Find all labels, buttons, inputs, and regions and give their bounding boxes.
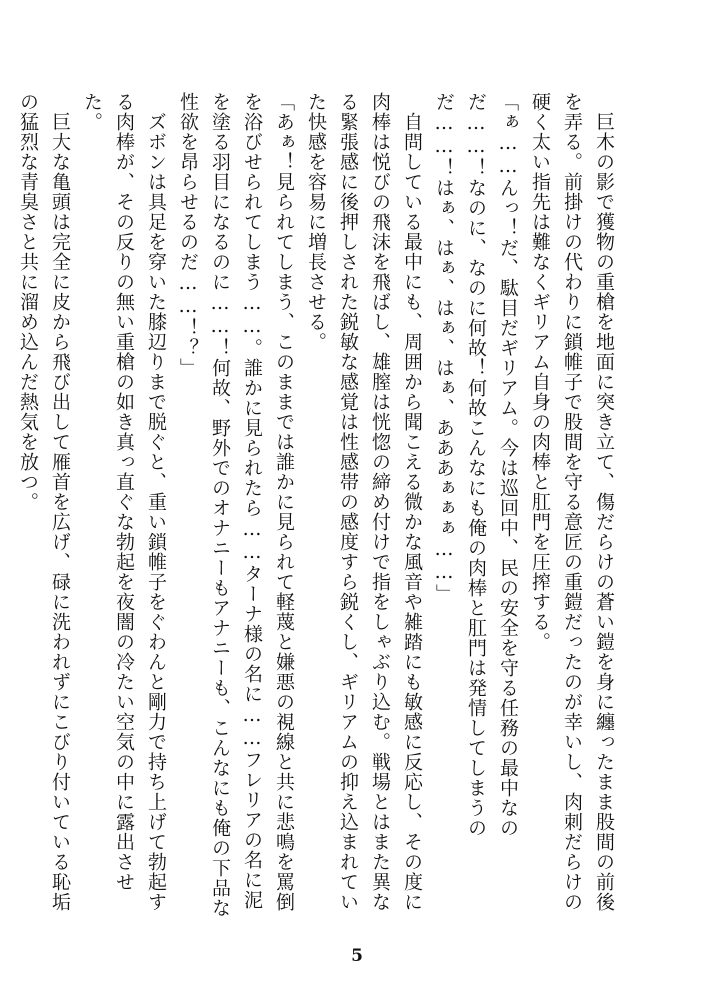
page-number: 5 [351,946,363,966]
paragraph: 巨大な亀頭は完全に皮から飛び出して雁首を広げ、碌に洗われずにこびり付いている恥垢の猛烈な青臭さと共に溜め込んだ熱気を放つ。 [17,92,71,912]
paragraph: 「あぁ！見られてしまう、このままでは誰かに見られて軽蔑と嫌悪の視線と共に悲鳴を罵倒を浴びせられてしまう……。誰かに見られたら……ターナ様の名に……フレリアの名に泥を塗る羽目になるのに……！何故、野外でのオナニーもアナニーも、こんなにも俺の下品な性欲を昂らせるのだ……！？」 [177,92,295,918]
paragraph: 自問している最中にも、周囲から聞こえる微かな風音や雑踏にも敏感に反応し、その度に肉棒は悦びの飛沫を飛ばし、雄膣は恍惚の締め付けで指をしゃぶり込む。戦場とはまた異なる緊張感に後押しされた鋭敏な感覚は性感帯の感度すら鋭くし、ギリアムの抑え込まれていた快感を容易に増長させる。 [305,92,423,912]
paragraph: ズボンは具足を穿いた膝辺りまで脱ぐと、重い鎖帷子をぐわんと剛力で持ち上げて勃起する肉棒が、その反りの無い重槍の如き真っ直ぐな勃起を夜闇の冷たい空気の中に露出させた。 [81,92,167,912]
novel-body-text [17,92,620,922]
paragraph: 巨木の影で獲物の重槍を地面に突き立て、傷だらけの蒼い鎧を身に纏ったまま股間の前後を弄る。前掛けの代わりに鎖帷子で股間を守る意匠の重鎧だったのが幸いし、肉刺だらけの硬く太い指先は難なくギリアム自身の肉棒と肛門を圧搾する。 [529,92,615,912]
paragraph: 「ぁ……んっ！だ、駄目だギリアム。今は巡回中、民の安全を守る任務の最中なのだ……！なのに、なのに何故！何故こんなにも俺の肉棒と肛門は発情してしまうのだ……！はぁ、はぁ、はぁ、はぁ、あああぁぁぁ……」 [433,92,519,838]
